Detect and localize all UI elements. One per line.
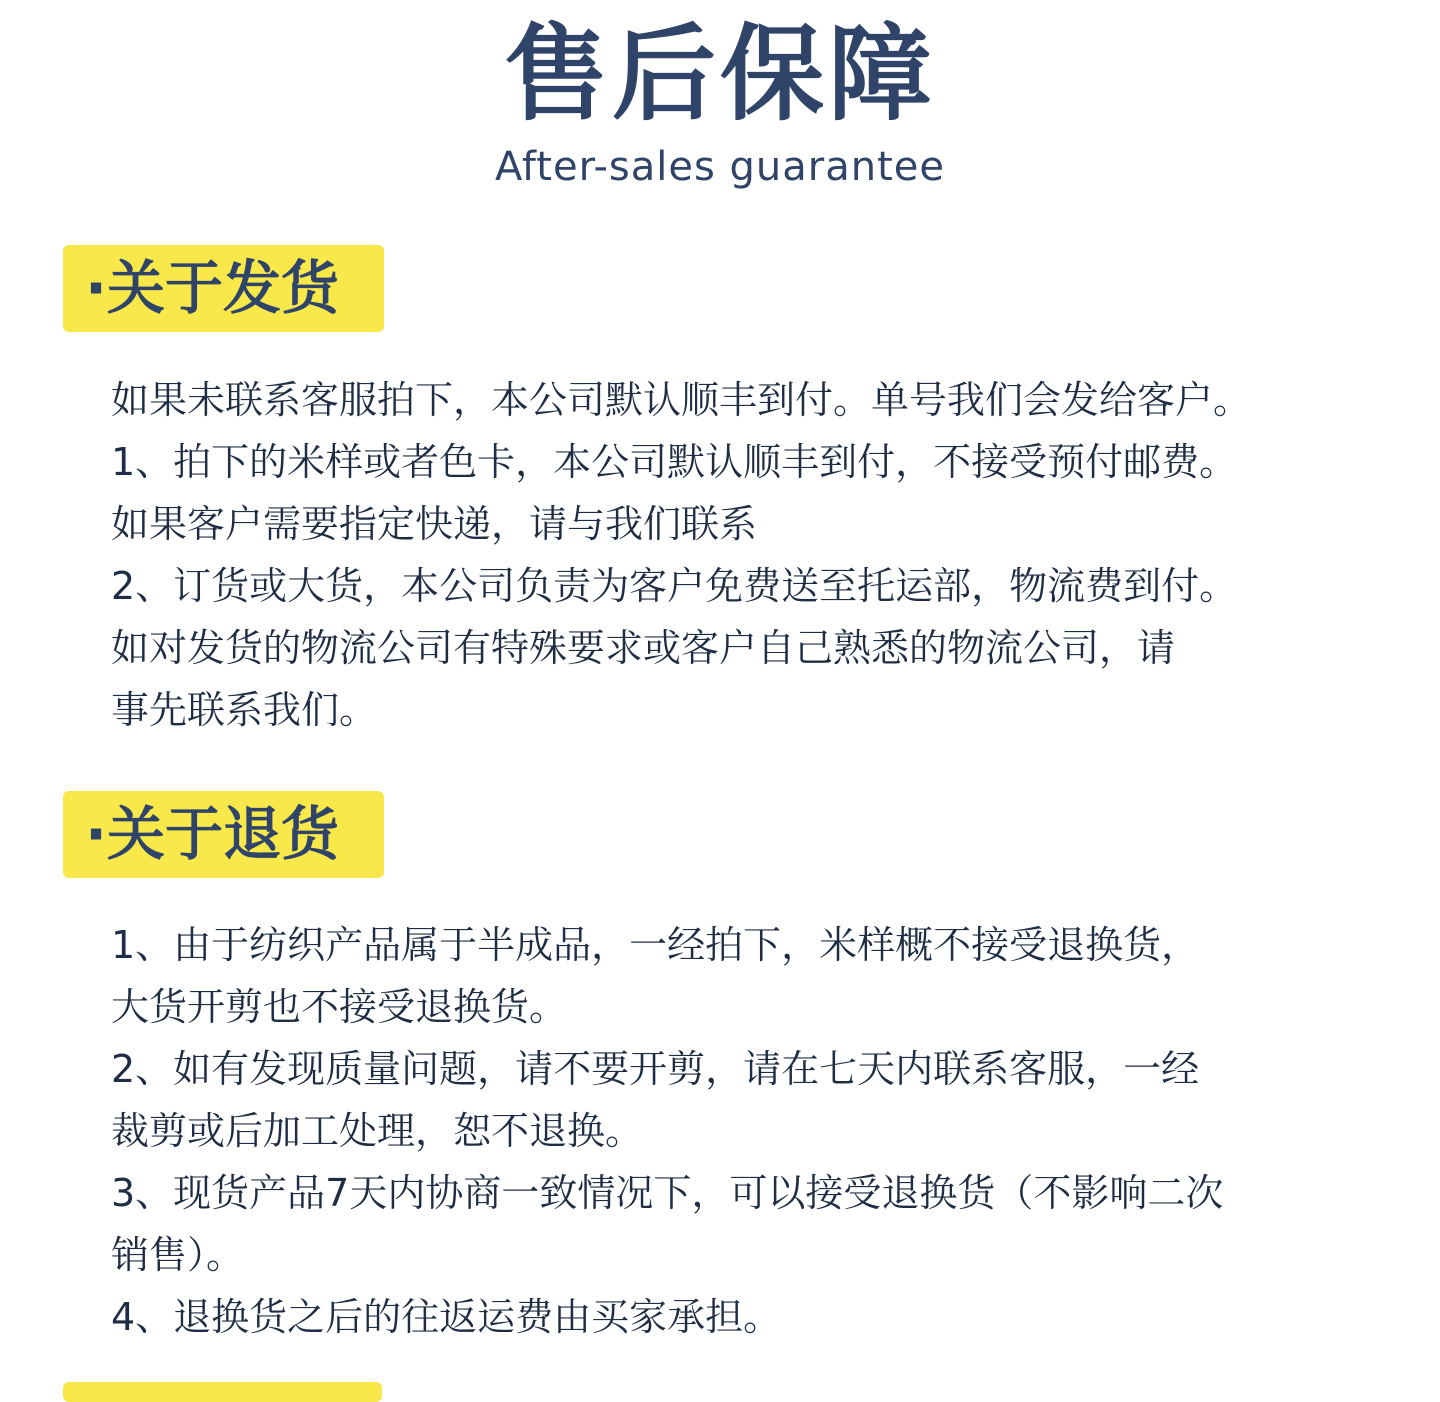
shipping-line: 如果未联系客服拍下，本公司默认顺丰到付。单号我们会发给客户。	[111, 378, 1252, 422]
shipping-line: 如对发货的物流公司有特殊要求或客户自己熟悉的物流公司，请	[111, 626, 1176, 670]
shipping-section-body	[111, 369, 1361, 741]
shipping-line: 1、拍下的米样或者色卡，本公司默认顺丰到付，不接受预付邮费。	[111, 440, 1238, 484]
shipping-line: 事先联系我们。	[111, 688, 378, 732]
shipping-line: 2、订货或大货，本公司负责为客户免费送至托运部，物流费到付。	[111, 564, 1238, 608]
page-title: 售后保障	[503, 13, 936, 135]
returns-line: 2、如有发现质量问题，请不要开剪，请在七天内联系客服，一经	[111, 1047, 1200, 1091]
returns-line: 裁剪或后加工处理，恕不退换。	[111, 1109, 644, 1153]
returns-line: 4、退换货之后的往返运费由买家承担。	[111, 1295, 782, 1339]
shipping-line: 如果客户需要指定快递，请与我们联系	[111, 502, 758, 546]
returns-line: 1、由于纺织产品属于半成品，一经拍下，米样概不接受退换货，	[111, 923, 1200, 967]
returns-line: 大货开剪也不接受退换货。	[111, 985, 568, 1029]
returns-line: 销售）。	[111, 1233, 245, 1277]
next-section-heading-partial	[63, 1382, 382, 1402]
page-subtitle: After-sales guarantee	[494, 144, 946, 190]
shipping-section-heading: ·关于发货	[63, 245, 384, 332]
returns-section-body	[111, 914, 1361, 1348]
returns-line: 3、现货产品7天内协商一致情况下，可以接受退换货（不影响二次	[111, 1171, 1224, 1215]
returns-section-heading: ·关于退货	[63, 791, 384, 878]
